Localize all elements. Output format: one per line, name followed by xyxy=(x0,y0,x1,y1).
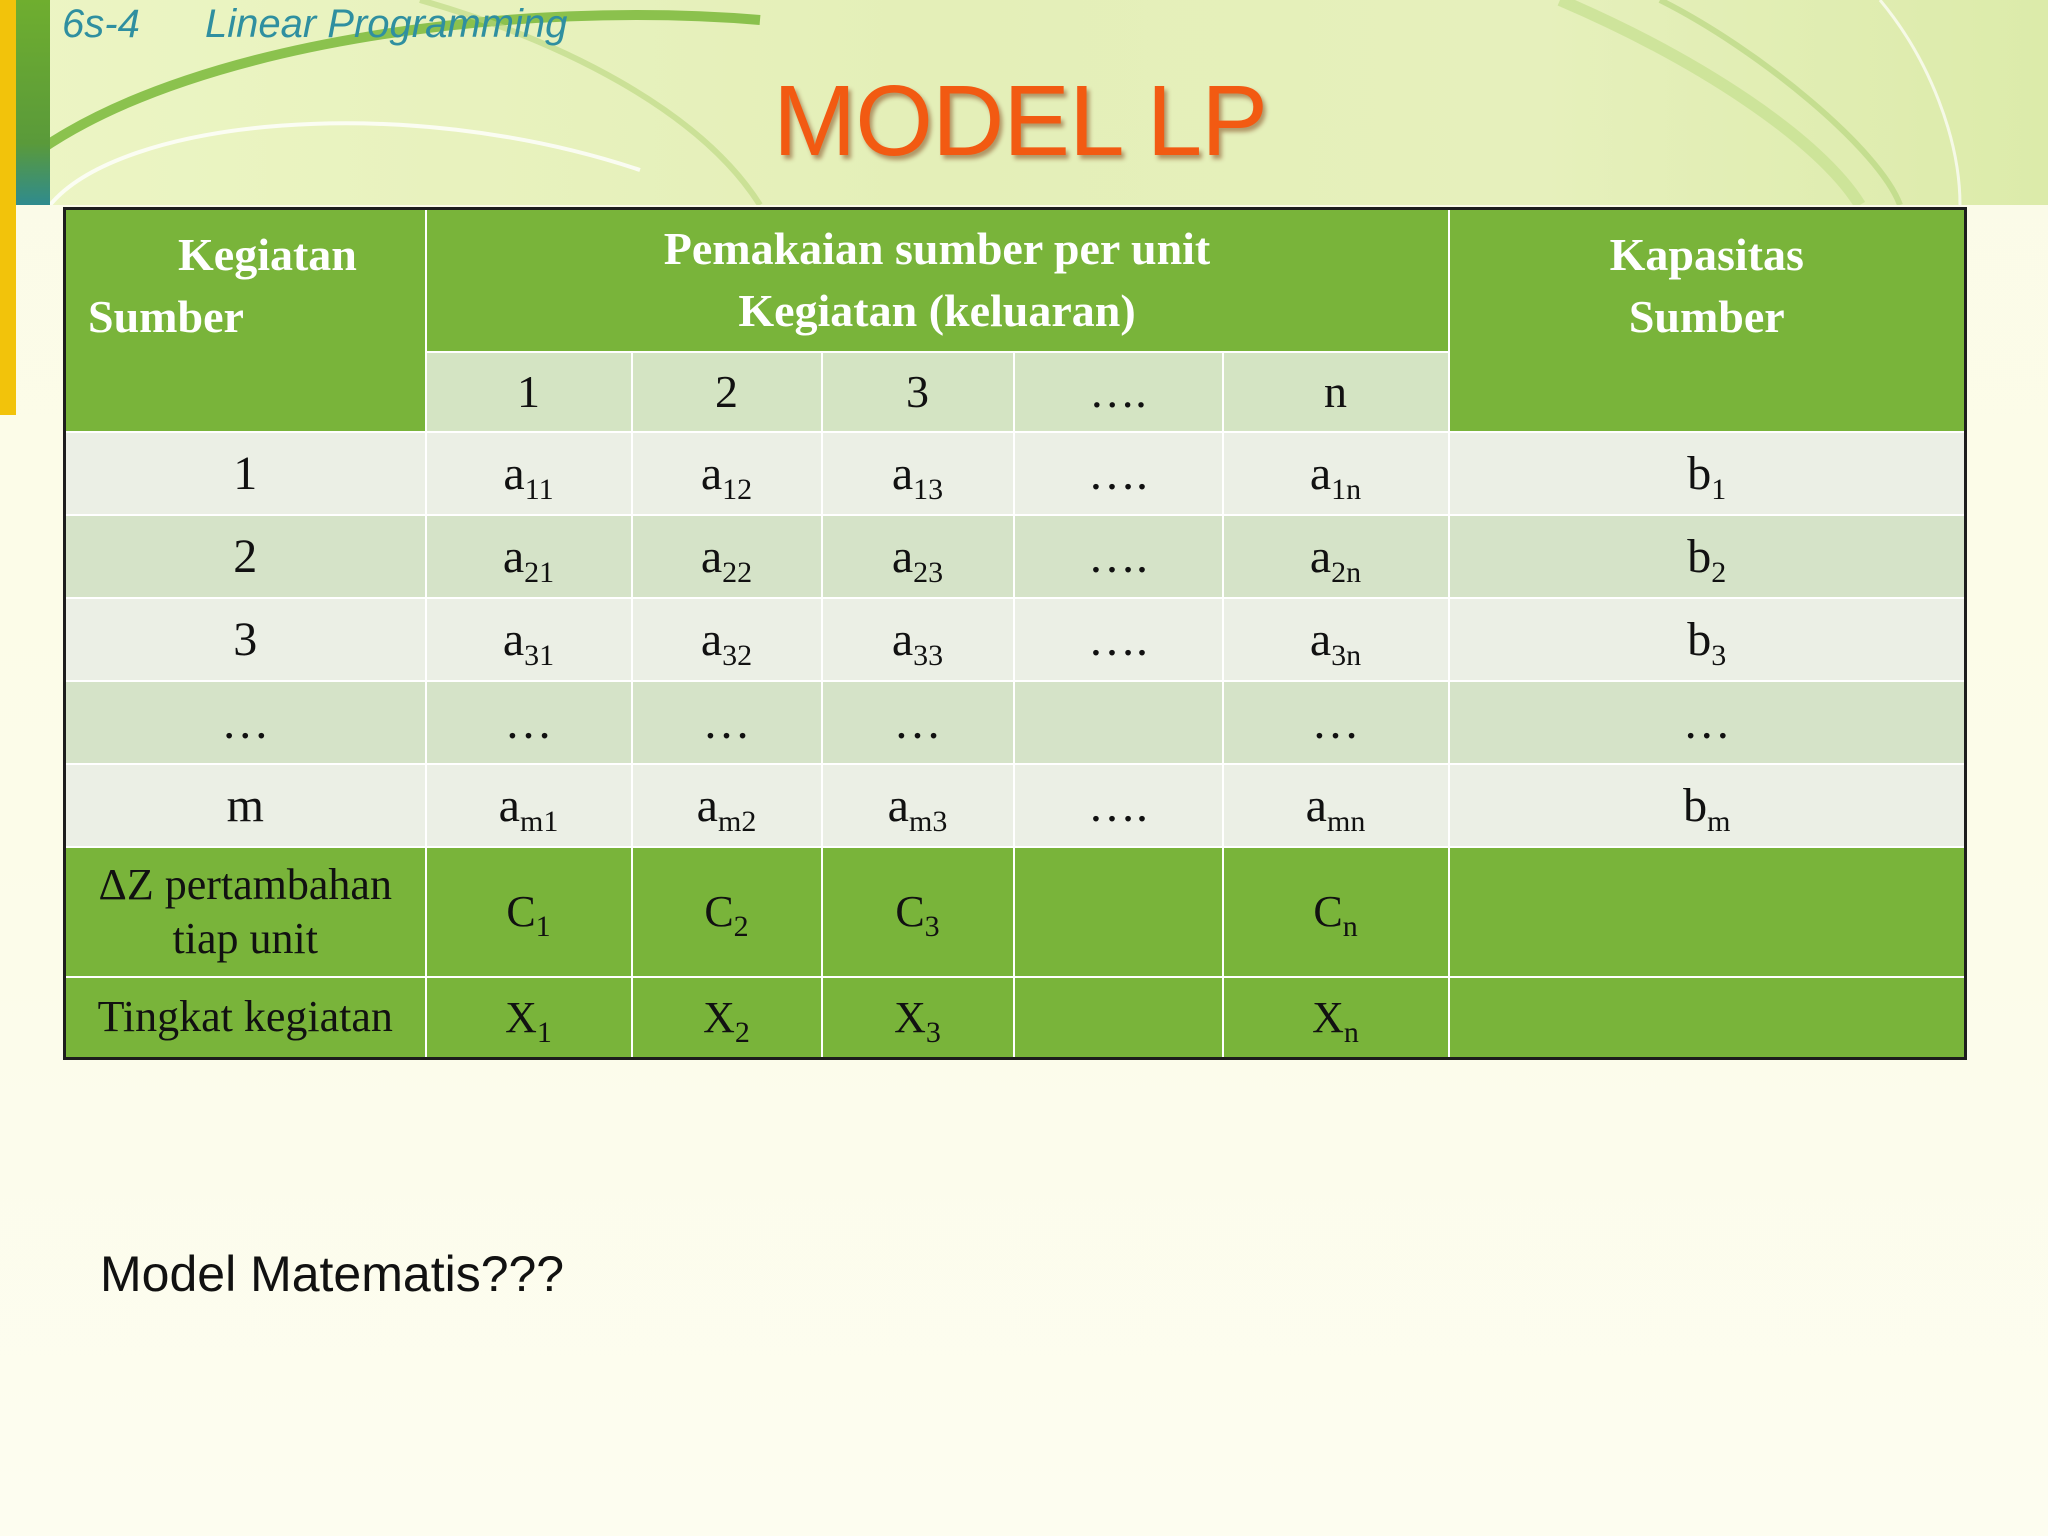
coef-base: … xyxy=(504,695,553,749)
coef-index: 22 xyxy=(722,555,753,589)
table-row xyxy=(65,515,1966,598)
cost-cell xyxy=(426,847,632,977)
footer-question: Model Matematis??? xyxy=(100,1246,565,1302)
coef-cell xyxy=(1223,432,1449,515)
cost-index: 1 xyxy=(535,910,551,943)
capacity-index: 3 xyxy=(1711,638,1727,672)
table-row xyxy=(65,764,1966,847)
capacity-cell xyxy=(1449,681,1966,764)
row-label: … xyxy=(65,681,426,764)
coef-index: 2n xyxy=(1331,555,1362,589)
variable-base: X xyxy=(1312,992,1344,1042)
slide-topic: Linear Programming xyxy=(205,2,568,46)
header-pemakaian xyxy=(426,209,1449,352)
cost-index: n xyxy=(1342,910,1358,943)
coef-cell xyxy=(426,681,632,764)
coef-base: …. xyxy=(1088,612,1148,666)
coef-index: 23 xyxy=(913,555,944,589)
coef-index: m3 xyxy=(908,804,948,838)
coef-cell xyxy=(822,681,1014,764)
capacity-base: … xyxy=(1682,695,1731,749)
coef-base: a xyxy=(696,778,718,832)
cost-cell xyxy=(822,847,1014,977)
activity-level-row xyxy=(65,977,1966,1059)
row-label: 3 xyxy=(65,598,426,681)
coef-base: a xyxy=(891,529,914,583)
coef-cell xyxy=(1014,515,1223,598)
capacity-base: b xyxy=(1687,529,1712,583)
table-row xyxy=(65,681,1966,764)
activity-col-ellipsis: …. xyxy=(1014,352,1223,432)
variable-base: X xyxy=(894,992,926,1042)
row-label: 2 xyxy=(65,515,426,598)
coef-base: a xyxy=(1309,446,1332,500)
coef-cell xyxy=(822,764,1014,847)
activity-level-capacity-empty xyxy=(1449,977,1966,1059)
variable-index: 3 xyxy=(925,1015,941,1049)
coef-cell xyxy=(1014,598,1223,681)
coef-cell xyxy=(1014,432,1223,515)
coef-cell xyxy=(822,432,1014,515)
coef-base: a xyxy=(502,612,525,666)
coef-index: mn xyxy=(1326,804,1366,838)
row-label: 1 xyxy=(65,432,426,515)
coef-cell xyxy=(1223,598,1449,681)
coef-base: a xyxy=(1305,778,1327,832)
variable-index: 1 xyxy=(536,1015,552,1049)
capacity-base: b xyxy=(1687,446,1712,500)
coef-cell xyxy=(426,432,632,515)
activity-col-n: n xyxy=(1223,352,1449,432)
header-pemakaian-line2: Kegiatan (keluaran) xyxy=(738,285,1136,337)
variable-base: X xyxy=(505,992,537,1042)
activity-level-label: Tingkat kegiatan xyxy=(65,977,426,1059)
delta-z-label xyxy=(65,847,426,977)
coef-cell xyxy=(1223,681,1449,764)
coef-index: 1n xyxy=(1331,472,1362,506)
slide-title: MODEL LP xyxy=(772,65,1267,177)
coef-cell xyxy=(632,764,822,847)
coef-cell xyxy=(632,598,822,681)
coef-cell xyxy=(632,681,822,764)
table-row xyxy=(65,432,1966,515)
coef-base: a xyxy=(498,778,520,832)
coef-index: 11 xyxy=(524,472,554,506)
variable-cell xyxy=(1223,977,1449,1059)
cost-base: C xyxy=(1313,887,1343,936)
activity-col-2: 2 xyxy=(632,352,822,432)
coef-base: a xyxy=(1309,612,1332,666)
variable-index: 2 xyxy=(734,1015,750,1049)
accent-bar-green xyxy=(16,0,50,205)
cost-base: C xyxy=(895,887,925,936)
delta-z-label-line1: ΔZ pertambahan xyxy=(98,859,392,909)
header-kegiatan: Kegiatan xyxy=(178,229,357,280)
capacity-index: 1 xyxy=(1711,472,1727,506)
variable-cell-empty xyxy=(1014,977,1223,1059)
cost-index: 3 xyxy=(924,910,940,943)
coef-index: 31 xyxy=(524,638,555,672)
variable-base: X xyxy=(703,992,735,1042)
activity-col-1: 1 xyxy=(426,352,632,432)
coef-index: 3n xyxy=(1331,638,1362,672)
variable-cell xyxy=(632,977,822,1059)
capacity-base: b xyxy=(1683,778,1708,832)
slide-number: 6s-4 xyxy=(62,2,140,46)
header-pemakaian-line1: Pemakaian sumber per unit xyxy=(663,223,1211,275)
coef-base: …. xyxy=(1088,778,1148,832)
coef-index: m2 xyxy=(717,804,757,838)
coef-cell xyxy=(632,432,822,515)
lp-model-table xyxy=(63,207,1967,1060)
coef-index: 32 xyxy=(722,638,753,672)
coef-base: a xyxy=(503,446,525,500)
variable-index: n xyxy=(1343,1015,1359,1049)
variable-cell xyxy=(822,977,1014,1059)
coef-base: a xyxy=(700,446,723,500)
header-row xyxy=(65,209,1966,352)
capacity-base: b xyxy=(1687,612,1712,666)
header-kapasitas-line1: Kapasitas xyxy=(1609,229,1804,280)
capacity-index: 2 xyxy=(1711,555,1727,589)
coef-index: 12 xyxy=(722,472,753,506)
coef-cell xyxy=(426,764,632,847)
coef-cell xyxy=(1014,681,1223,764)
capacity-cell xyxy=(1449,515,1966,598)
cost-cell xyxy=(632,847,822,977)
capacity-cell xyxy=(1449,764,1966,847)
coef-base: … xyxy=(702,695,751,749)
coef-cell xyxy=(632,515,822,598)
variable-cell xyxy=(426,977,632,1059)
capacity-cell xyxy=(1449,598,1966,681)
cost-cell xyxy=(1223,847,1449,977)
header-kapasitas-line2: Sumber xyxy=(1628,291,1785,342)
cost-base: C xyxy=(704,887,734,936)
coef-cell xyxy=(1014,764,1223,847)
coef-base: a xyxy=(700,612,723,666)
coef-base: …. xyxy=(1088,529,1148,583)
coef-cell xyxy=(426,598,632,681)
coef-cell xyxy=(426,515,632,598)
activity-col-3: 3 xyxy=(822,352,1014,432)
coef-cell xyxy=(822,515,1014,598)
coef-index: 13 xyxy=(913,472,944,506)
cost-index: 2 xyxy=(733,910,749,943)
header-kapasitas xyxy=(1449,209,1966,432)
cost-cell-empty xyxy=(1014,847,1223,977)
delta-z-capacity-empty xyxy=(1449,847,1966,977)
coef-base: a xyxy=(887,778,909,832)
delta-z-row xyxy=(65,847,1966,977)
coef-base: …. xyxy=(1088,446,1148,500)
coef-base: a xyxy=(502,529,525,583)
coef-base: a xyxy=(891,612,914,666)
coef-base: … xyxy=(1311,695,1360,749)
header-kegiatan-sumber xyxy=(65,209,426,432)
coef-cell xyxy=(1223,764,1449,847)
coef-index: 21 xyxy=(524,555,555,589)
table-row xyxy=(65,598,1966,681)
coef-index: 33 xyxy=(913,638,944,672)
coef-base: a xyxy=(700,529,723,583)
coef-base: a xyxy=(891,446,914,500)
coef-index: m1 xyxy=(519,804,559,838)
coef-base: … xyxy=(893,695,942,749)
capacity-index: m xyxy=(1707,804,1731,838)
cost-base: C xyxy=(506,887,536,936)
coef-base: a xyxy=(1309,529,1332,583)
coef-cell xyxy=(1223,515,1449,598)
accent-bar-yellow xyxy=(0,0,16,415)
row-label: m xyxy=(65,764,426,847)
header-sumber: Sumber xyxy=(88,291,244,342)
coef-cell xyxy=(822,598,1014,681)
delta-z-label-line2: tiap unit xyxy=(172,913,318,963)
capacity-cell xyxy=(1449,432,1966,515)
